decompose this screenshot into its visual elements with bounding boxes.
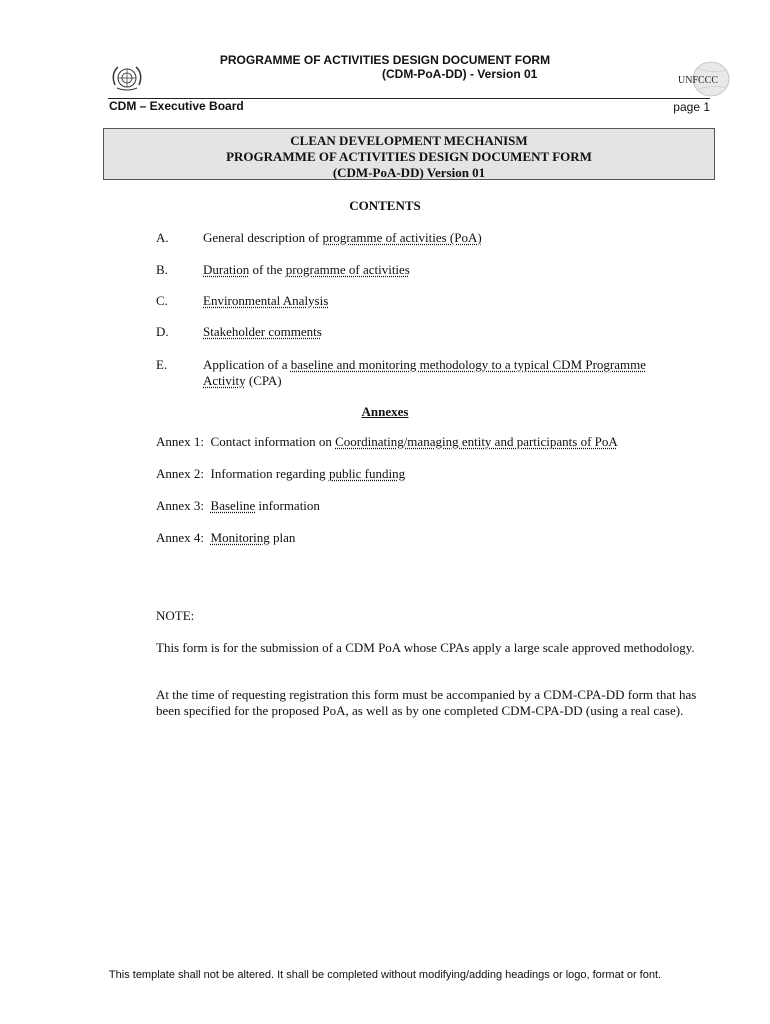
note-heading: NOTE:: [156, 608, 195, 623]
unfccc-logo-text: UNFCCC: [678, 75, 719, 86]
annex-link[interactable]: public funding: [328, 466, 406, 481]
toc-item-environmental-analysis: [203, 293, 703, 309]
toc-text: Application of a: [203, 357, 291, 372]
note-paragraph-2: At the time of requesting registration this form must be accompanied by a CDM-CPA-DD form that has been specified for the proposed PoA, as well as by one completed CDM-CPA-DD (using a real case).: [156, 687, 697, 718]
annex-text: Information regarding: [210, 466, 329, 481]
annex-link[interactable]: Baseline: [210, 498, 256, 513]
contents-heading: CONTENTS: [349, 198, 421, 213]
form-title-line3: (CDM-PoA-DD) Version 01: [332, 165, 486, 180]
annex-label: Annex 1:: [156, 434, 205, 449]
toc-text: (CPA): [245, 373, 282, 388]
unfccc-globe-icon: [675, 60, 731, 98]
document-title: PROGRAMME OF ACTIVITIES DESIGN DOCUMENT FORM: [219, 53, 551, 67]
document-version: (CDM-PoA-DD) - Version 01: [382, 67, 538, 81]
toc-link[interactable]: programme of activities (PoA): [322, 230, 482, 245]
annex-text: plan: [269, 530, 296, 545]
footer-notice: This template shall not be altered. It shall be completed without modifying/adding headings or logo, format or font.: [108, 969, 662, 981]
toc-link[interactable]: programme of activities: [285, 262, 410, 277]
form-title-line2: PROGRAMME OF ACTIVITIES DESIGN DOCUMENT FORM: [226, 149, 592, 164]
annex-label: Annex 2:: [156, 466, 205, 481]
toc-item-general-description: [203, 230, 703, 246]
toc-link[interactable]: baseline and monitoring methodology to a typical CDM Programme: [290, 357, 647, 372]
annex-item-3: [156, 498, 320, 514]
page-number: page 1: [673, 100, 710, 114]
toc-link[interactable]: Activity: [203, 373, 246, 388]
annex-text: information: [255, 498, 320, 513]
form-title-line1: CLEAN DEVELOPMENT MECHANISM: [290, 133, 528, 148]
toc-letter: C.: [156, 293, 168, 308]
toc-letter: E.: [156, 357, 168, 372]
annex-item-2: [156, 466, 405, 482]
annexes-heading: Annexes: [361, 404, 409, 419]
annex-item-1: [156, 434, 618, 450]
annex-text: Contact information on: [210, 434, 336, 449]
form-title-box: [103, 128, 715, 180]
unfccc-logo: [675, 60, 731, 98]
toc-item-baseline-methodology: [203, 357, 703, 389]
toc-link[interactable]: Stakeholder comments: [203, 324, 322, 339]
executive-board-label: CDM – Executive Board: [109, 99, 244, 113]
toc-letter: B.: [156, 262, 168, 277]
un-emblem-icon: [109, 63, 145, 93]
toc-letter: A.: [156, 230, 169, 245]
annex-label: Annex 3:: [156, 498, 205, 513]
annex-item-4: [156, 530, 295, 546]
toc-item-stakeholder-comments: [203, 324, 703, 340]
note-paragraph-1: This form is for the submission of a CDM PoA whose CPAs apply a large scale approved methodology.: [156, 640, 695, 655]
toc-link[interactable]: Environmental Analysis: [203, 293, 329, 308]
annex-label: Annex 4:: [156, 530, 205, 545]
annex-link[interactable]: Coordinating/managing entity and participants of PoA: [335, 434, 618, 449]
toc-link[interactable]: Duration: [203, 262, 250, 277]
toc-text: General description of: [203, 230, 323, 245]
toc-item-duration: [203, 262, 703, 278]
toc-text: of the: [249, 262, 286, 277]
toc-letter: D.: [156, 324, 169, 339]
annex-link[interactable]: Monitoring: [210, 530, 270, 545]
